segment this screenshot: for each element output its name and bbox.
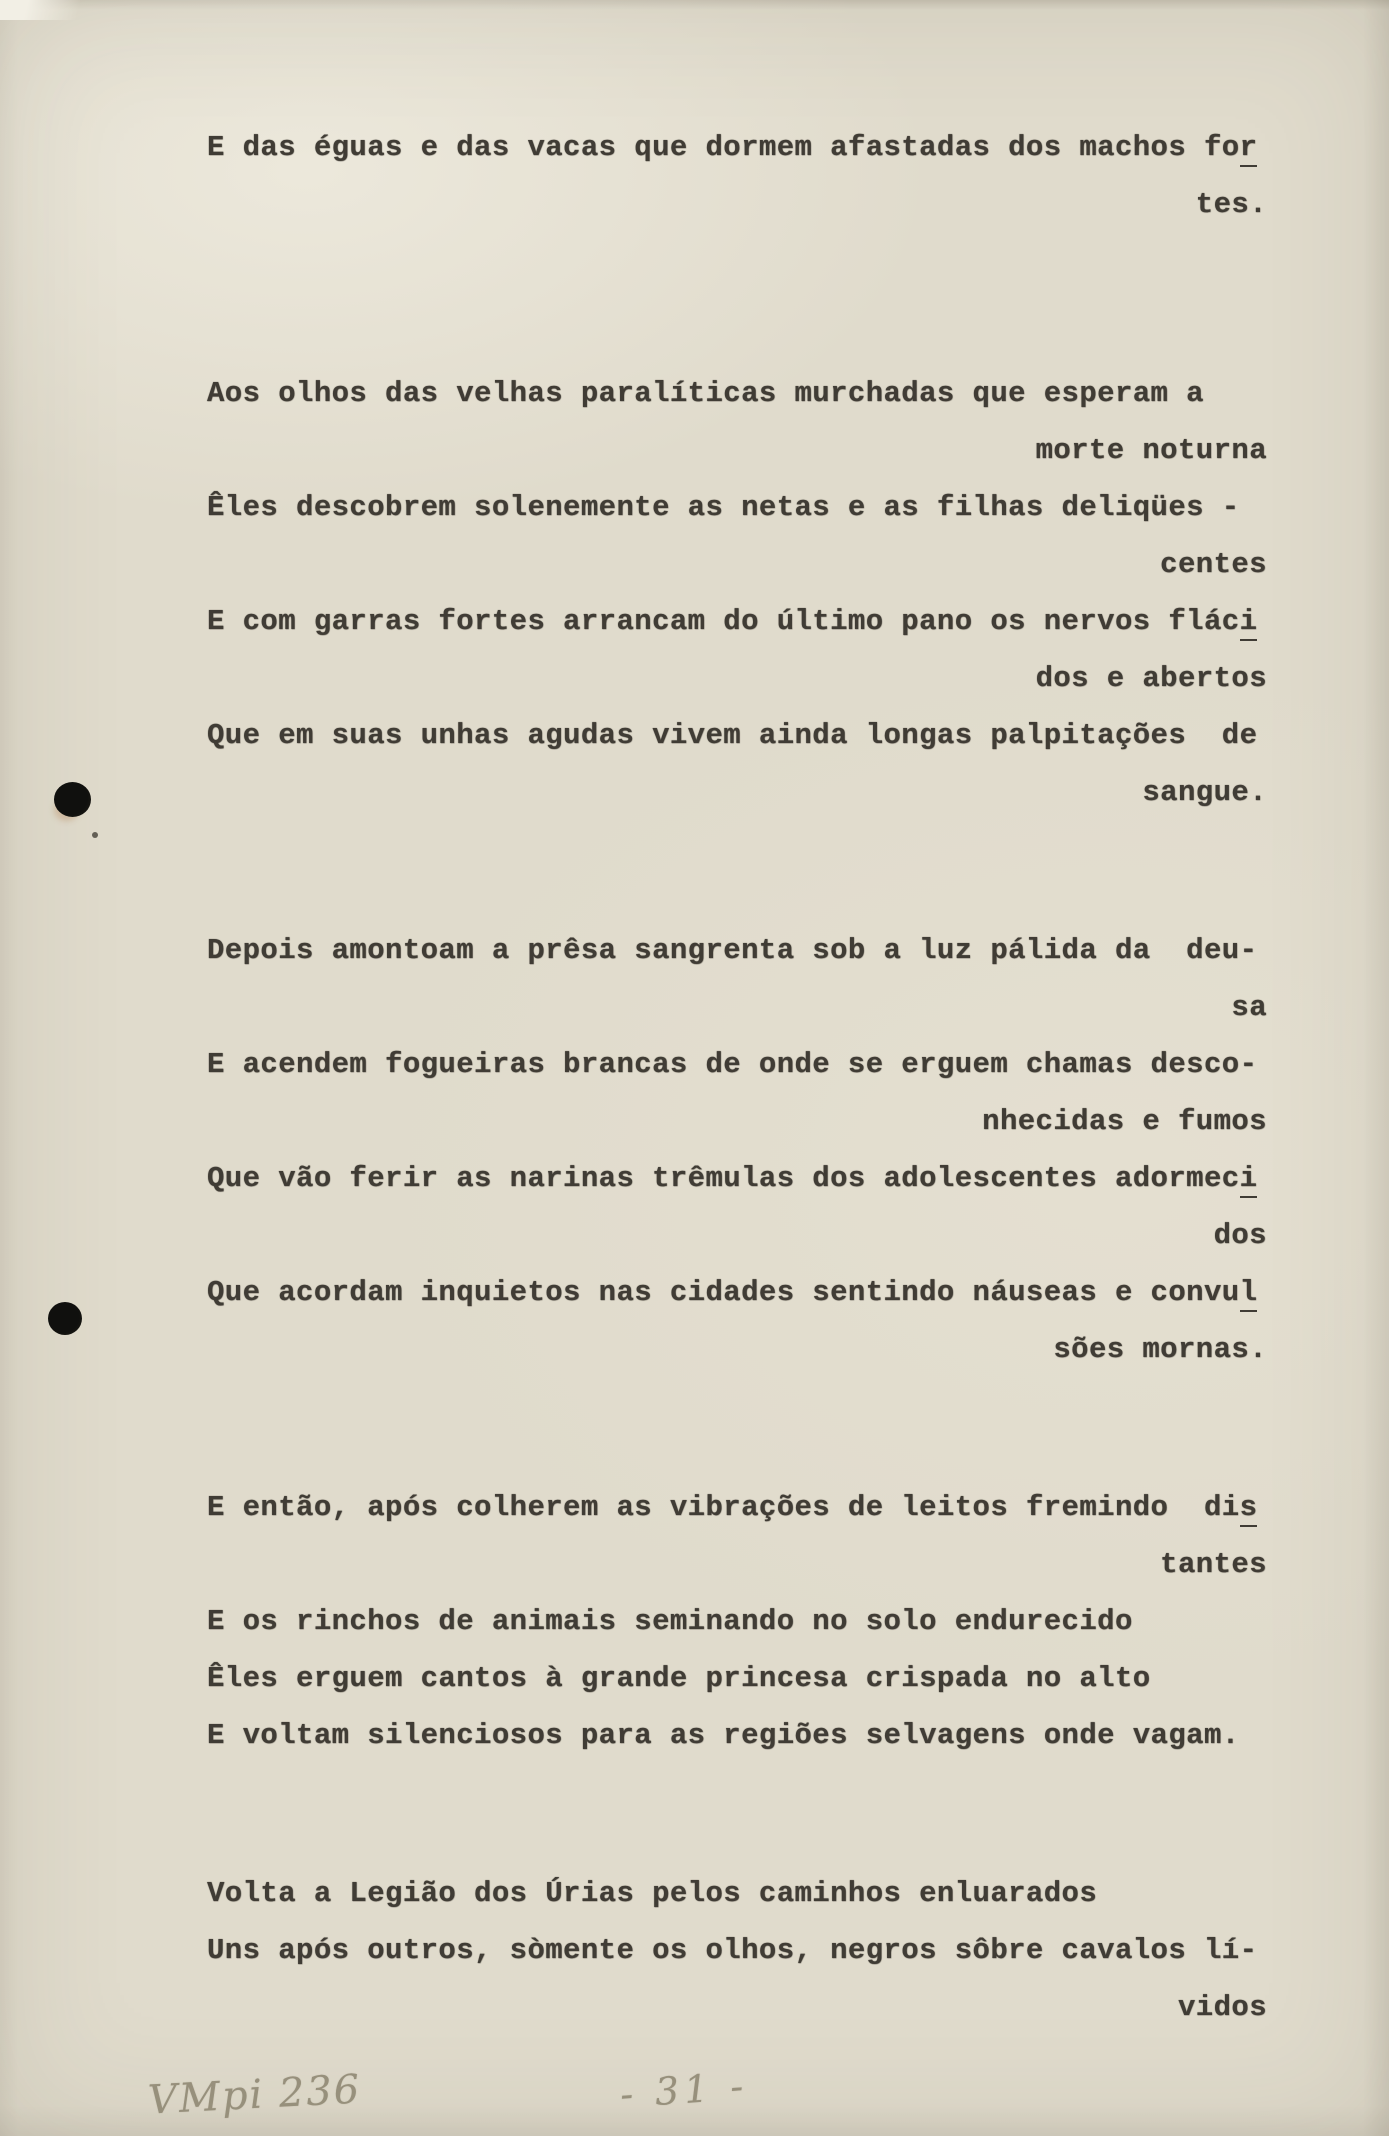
underlined-hyphenation-letter: i: [1240, 605, 1258, 641]
poem-line: dos: [1213, 1219, 1267, 1252]
poem-line: sões mornas.: [1053, 1333, 1267, 1366]
poem-line: E então, após colherem as vibrações de leitos fremindo dis: [207, 1479, 1267, 1536]
poem-stanza: [207, 1479, 1267, 1764]
hole-punch-top: [54, 782, 91, 817]
poem-stanza: [207, 1865, 1267, 2036]
handwritten-page-number: - 31 -: [618, 2063, 750, 2117]
poem-line: tes.: [1195, 188, 1267, 221]
poem-line: Uns após outros, sòmente os olhos, negros sôbre cavalos lí-: [207, 1934, 1258, 1967]
poem-line: centes: [1160, 548, 1267, 581]
poem-line: sangue.: [1142, 776, 1267, 809]
poem-line: E voltam silenciosos para as regiões selvagens onde vagam.: [207, 1719, 1240, 1752]
poem-line: Que acordam inquietos nas cidades sentindo náuseas e convul: [207, 1264, 1267, 1321]
poem-stanza: [207, 365, 1267, 821]
underlined-hyphenation-letter: l: [1240, 1276, 1258, 1312]
poem-line: Que vão ferir as narinas trêmulas dos adolescentes adormeci: [207, 1150, 1267, 1207]
poem-line: E acendem fogueiras brancas de onde se erguem chamas desco-: [207, 1048, 1258, 1081]
paper-speck: [92, 832, 98, 838]
poem-line: Depois amontoam a prêsa sangrenta sob a luz pálida da deu-: [207, 934, 1258, 967]
poem-line: dos e abertos: [1035, 662, 1267, 695]
hole-punch-bottom: [48, 1302, 82, 1335]
handwritten-archive-note: VMpi 236: [146, 2066, 363, 2124]
poem-line: Aos olhos das velhas paralíticas murchadas que esperam a: [207, 377, 1204, 410]
poem-line: E com garras fortes arrancam do último pano os nervos fláci: [207, 593, 1267, 650]
poem-line: morte noturna: [1035, 434, 1267, 467]
poem-text-block: [207, 119, 1267, 2036]
scan-corner-highlight: [0, 0, 90, 20]
poem-line: E os rinchos de animais seminando no solo endurecido: [207, 1605, 1133, 1638]
underlined-hyphenation-letter: s: [1240, 1491, 1258, 1527]
poem-line: E das éguas e das vacas que dormem afastadas dos machos for: [207, 119, 1267, 176]
poem-line: Êles descobrem solenemente as netas e as filhas deliqües -: [207, 491, 1240, 524]
underlined-hyphenation-letter: i: [1240, 1162, 1258, 1198]
poem-line: Que em suas unhas agudas vivem ainda longas palpitações de: [207, 719, 1258, 752]
poem-stanza: [207, 922, 1267, 1378]
poem-line: vidos: [1177, 1991, 1267, 2024]
poem-line: sa: [1231, 991, 1267, 1024]
underlined-hyphenation-letter: r: [1240, 131, 1258, 167]
poem-line: Volta a Legião dos Úrias pelos caminhos enluarados: [207, 1877, 1098, 1910]
poem-stanza: [207, 119, 1267, 233]
poem-line: Êles erguem cantos à grande princesa crispada no alto: [207, 1662, 1151, 1695]
poem-line: tantes: [1160, 1548, 1267, 1581]
poem-line: nhecidas e fumos: [982, 1105, 1267, 1138]
